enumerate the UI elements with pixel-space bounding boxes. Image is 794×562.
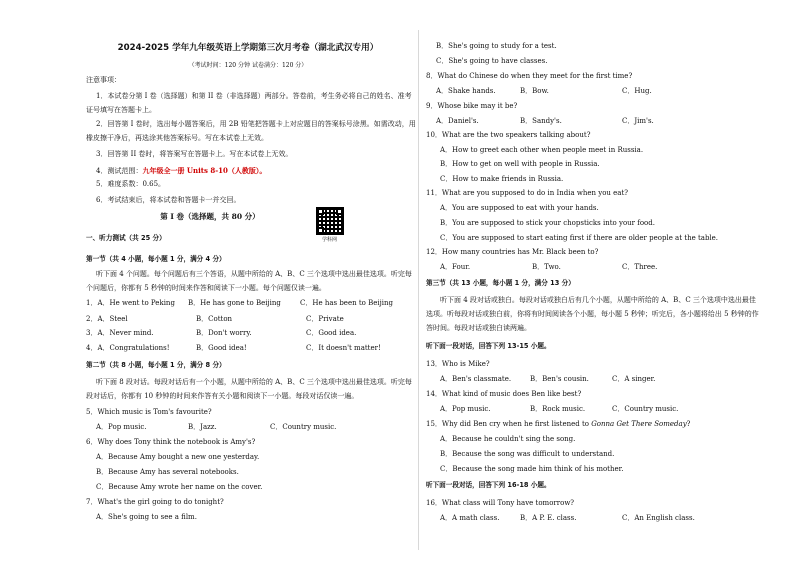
section-listening: 一、听力测试（共 25 分） [86, 234, 166, 242]
q16-a: A．A math class. [440, 514, 500, 522]
q5-stem: 5．Which music is Tom's favourite? [86, 408, 212, 416]
section-head-2: 第二节（共 8 小题，每小题 1 分，满分 8 分） [86, 361, 226, 369]
q1-b: B．He has gone to Beijing [188, 299, 281, 307]
q11-a: A．You are supposed to eat with your hands. [440, 204, 599, 212]
q3-c: C．Good idea. [306, 329, 357, 337]
q2-b: B．Cotton [196, 315, 233, 323]
qr-code [316, 207, 344, 235]
notice-item: 3．回答第 II 卷时，将答案写在答题卡上。写在本试卷上无效。 [96, 150, 293, 158]
q15-a: A．Because he couldn't sing the song. [440, 435, 576, 443]
scope-value: 九年级全一册 Units 8-10（人教版）。 [142, 166, 267, 175]
qr-corner [317, 227, 324, 234]
section-desc: 答时间。每段对话或独白读两遍。 [426, 324, 531, 332]
notice-heading: 注意事项： [86, 76, 121, 84]
notice-item: 5．难度系数：0.65。 [96, 180, 166, 188]
q1-a: 1．A．He went to Peking [86, 299, 175, 307]
q16-stem: 16．What class will Tony have tomorrow? [426, 499, 575, 507]
q15-text: 15．Why did Ben cry when he first listened to [426, 420, 592, 428]
q9-stem: 9．Whose bike may it be? [426, 102, 518, 110]
q5-b: B．Jazz. [188, 423, 217, 431]
q15-b: B．Because the song was difficult to understand. [440, 450, 615, 458]
q6-stem: 6．Why does Tony think the notebook is Amy's? [86, 438, 256, 446]
q8-c: C．Hug. [622, 87, 652, 95]
q5-a: A．Pop music. [96, 423, 147, 431]
section-head-3: 第三节（共 13 小题，每小题 1 分，满分 13 分） [426, 279, 575, 287]
q4-c: C．It doesn't matter! [306, 344, 381, 352]
q6-a: A．Because Amy bought a new one yesterday. [96, 453, 260, 461]
notice-item: 2．回答第 I 卷时，选出每小题答案后，用 2B 铅笔把答题卡上对应题目的答案标号涂黑。如需改动，用 [96, 120, 416, 128]
q13-b: B．Ben's cousin. [530, 375, 589, 383]
exam-subtitle: （考试时间：120 分钟 试卷满分：120 分） [188, 62, 308, 69]
q3-b: B．Don't worry. [196, 329, 252, 337]
q13-stem: 13．Who is Mike? [426, 360, 490, 368]
q13-c: C．A singer. [612, 375, 656, 383]
listen-instruction: 听下面一段对话，回答下列 13-15 小题。 [426, 342, 551, 350]
section-desc: 听下面 4 个问题。每个问题后有三个答语，从题中所给的 A、B、C 三个选项中选出最佳选项。听完每 [96, 270, 412, 278]
section-desc: 听下面 8 段对话。每段对话后有一个小题，从题中所给的 A、B、C 三个选项中选出最佳选项。听完每 [96, 378, 412, 386]
q8-stem: 8．What do Chinese do when they meet for the first time? [426, 72, 633, 80]
q7-c: C．She's going to have classes. [436, 57, 548, 65]
q14-c: C．Country music. [612, 405, 679, 413]
notice-item [96, 166, 266, 176]
q4-a: 4．A．Congratulations! [86, 344, 170, 352]
q15-c: C．Because the song made him think of his mother. [440, 465, 624, 473]
exam-title: 2024-2025 学年九年级英语上学期第三次月考卷（湖北武汉专用） [117, 43, 379, 53]
q10-c: C．How to make friends in Russia. [440, 175, 564, 183]
q2-a: 2．A．Steel [86, 315, 128, 323]
part1-title: 第 I 卷（选择题，共 80 分） [160, 212, 260, 221]
q11-stem: 11．What are you supposed to do in India when you eat? [426, 189, 629, 197]
q9-b: B．Sandy's. [520, 117, 562, 125]
q3-a: 3．A．Never mind. [86, 329, 154, 337]
q14-b: B．Rock music. [530, 405, 586, 413]
section-desc: 段对话后，你都有 10 秒钟的时间来作答有关小题和阅读下一小题。每段对话仅读一遍。 [86, 392, 359, 400]
notice-item: 证号填写在答题卡上。 [86, 106, 156, 114]
q13-a: A．Ben's classmate. [440, 375, 512, 383]
q7-stem: 7．What's the girl going to do tonight? [86, 498, 224, 506]
q14-stem: 14．What kind of music does Ben like best? [426, 390, 582, 398]
q9-c: C．Jim's. [622, 117, 654, 125]
q12-stem: 12．How many countries has Mr. Black been to? [426, 248, 599, 256]
q11-b: B．You are supposed to stick your chopsticks into your food. [440, 219, 655, 227]
section-head-1: 第一节（共 4 小题，每小题 1 分，满分 4 分） [86, 255, 226, 263]
q7-a: A．She's going to see a film. [96, 513, 197, 521]
q6-c: C．Because Amy wrote her name on the cover. [96, 483, 263, 491]
qr-corner [317, 208, 324, 215]
q15-stem [426, 420, 690, 429]
q14-a: A．Pop music. [440, 405, 491, 413]
q2-c: C．Private [306, 315, 344, 323]
q4-b: B．Good idea! [196, 344, 247, 352]
q10-a: A．How to greet each other when people meet in Russia. [440, 146, 644, 154]
q16-c: C．An English class. [622, 514, 695, 522]
section-desc: 选项。听每段对话或独白前，你将有时间阅读各个小题，每小题 5 秒钟；听完后，各小题将给出 5 秒钟的作 [426, 310, 759, 318]
notice-item: 1．本试卷分第 I 卷（选择题）和第 II 卷（非选择题）两部分。答卷前，考生务必将自己的姓名、准考 [96, 92, 412, 100]
q15-mark: ? [686, 420, 691, 428]
q6-b: B．Because Amy has several notebooks. [96, 468, 239, 476]
q10-b: B．How to get on well with people in Russia. [440, 160, 600, 168]
q7-b: B．She's going to study for a test. [436, 42, 557, 50]
q5-c: C．Country music. [270, 423, 337, 431]
q12-c: C．Three. [622, 263, 658, 271]
q8-b: B．Bow. [520, 87, 549, 95]
q11-c: C．You are supposed to start eating first if there are older people at the table. [440, 234, 719, 242]
notice-item: 橡皮擦干净后，再选涂其他答案标号。写在本试卷上无效。 [86, 134, 268, 142]
q16-b: B．A P. E. class. [520, 514, 577, 522]
notice-item: 6．考试结束后，将本试卷和答题卡一并交回。 [96, 196, 241, 204]
q1-c: C．He has been to Beijing [300, 299, 394, 307]
qr-corner [336, 208, 343, 215]
q12-a: A．Four. [440, 263, 471, 271]
q8-a: A．Shake hands. [436, 87, 496, 95]
column-divider [418, 30, 419, 550]
q10-stem: 10．What are the two speakers talking about? [426, 131, 591, 139]
listen-instruction: 听下面一段对话，回答下列 16-18 小题。 [426, 481, 551, 489]
q15-song-title: Gonna Get There Someday [591, 420, 687, 428]
qr-label: 学科网 [322, 237, 338, 243]
scope-label: 4．测试范围： [96, 167, 143, 175]
section-desc: 个问题后，你都有 5 秒钟的时间来作答和阅读下一小题。每个问题仅读一遍。 [86, 284, 326, 292]
q12-b: B．Two. [532, 263, 561, 271]
section-desc: 听下面 4 段对话或独白。每段对话或独白后有几个小题，从题中所给的 A、B、C 三个选项中选出最佳 [440, 296, 756, 304]
q9-a: A．Daniel's. [436, 117, 479, 125]
